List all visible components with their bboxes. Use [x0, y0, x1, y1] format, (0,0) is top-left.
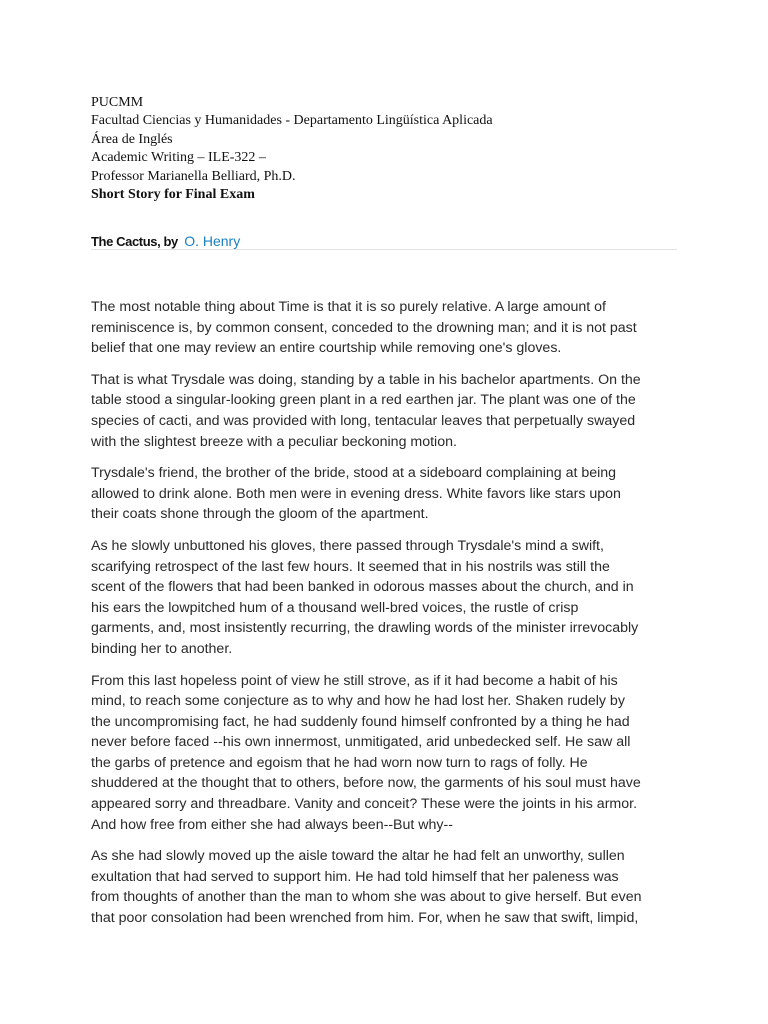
story-paragraph	[91, 463, 679, 525]
professor-name: Professor Marianella Belliard, Ph.D.	[91, 168, 296, 184]
institution-name: PUCMM	[91, 95, 144, 110]
story-paragraph	[91, 297, 679, 359]
story-paragraph	[91, 671, 679, 836]
document-subtitle: Short Story for Final Exam	[91, 187, 255, 203]
text-line: As she had slowly moved up the aisle toward the altar he had felt an unworthy, sullen	[91, 848, 625, 865]
text-line: scent of the flowers that had been banked in odorous masses about the church, and in	[91, 579, 634, 596]
subject-area: Área de Inglés	[91, 131, 173, 147]
story-title: The Cactus, by	[91, 234, 178, 249]
text-line: binding her to another.	[91, 640, 233, 657]
text-line: As he slowly unbuttoned his gloves, there passed through Trysdale's mind a swift,	[91, 537, 604, 554]
story-paragraph	[91, 536, 679, 660]
text-line: appeared sorry and threadbare. Vanity and conceit? These were the joints in his armor.	[91, 796, 638, 813]
title-divider	[91, 249, 677, 250]
text-line: From this last hopeless point of view he still strove, as if it had become a habit of his	[91, 672, 618, 689]
text-line: scarifying retrospect of the last few hours. It seemed that in his nostrils was still the	[91, 558, 610, 575]
text-line: species of cacti, and was provided with long, tentacular leaves that perpetually swayed	[91, 412, 636, 429]
text-line: with the slightest breeze with a peculiar beckoning motion.	[91, 433, 457, 450]
text-line: that poor consolation had been wrenched from him. For, when he saw that swift, limpid,	[91, 910, 639, 927]
faculty-department: Facultad Ciencias y Humanidades - Departamento Lingüística Aplicada	[91, 113, 493, 129]
text-line: reminiscence is, by common consent, conceded to the drowning man; and it is not past	[91, 319, 637, 336]
text-line: from thoughts of another than the man to whom she was about to give herself. But even	[91, 889, 642, 906]
text-line: their coats shone through the gloom of the apartment.	[91, 506, 429, 523]
story-title-line	[91, 232, 677, 250]
text-line: The most notable thing about Time is that it is so purely relative. A large amount of	[91, 299, 606, 315]
text-line: his ears the lowpitched hum of a thousand well-bred voices, the rustle of crisp	[91, 599, 579, 616]
text-line: mind, to reach some conjecture as to why and how he had lost her. Shaken rudely by	[91, 693, 625, 710]
text-line: the garbs of pretence and egoism that he had worn now turn to rags of folly. He	[91, 754, 588, 771]
story-paragraph	[91, 846, 679, 928]
story-body	[91, 297, 679, 940]
text-line: exultation that had served to support him. He had told himself that her paleness was	[91, 868, 619, 885]
text-line: And how free from either she had always been--But why--	[91, 816, 453, 833]
text-line: belief that one may review an entire courtship while removing one's gloves.	[91, 340, 562, 357]
author-link[interactable]: O. Henry	[184, 233, 241, 249]
text-line: the uncompromising fact, he had suddenly found himself confronted by a thing he had	[91, 713, 630, 730]
text-line: That is what Trysdale was doing, standing by a table in his bachelor apartments. On the	[91, 371, 641, 388]
course-name: Academic Writing – ILE-322 –	[91, 150, 266, 166]
text-line: table stood a singular-looking green plant in a red earthen jar. The plant was one of the	[91, 392, 636, 409]
text-line: shuddered at the thought that to others, before now, the garments of his soul must have	[91, 775, 641, 792]
text-line: Trysdale's friend, the brother of the bride, stood at a sideboard complaining at being	[91, 465, 617, 482]
course-header	[91, 94, 691, 204]
story-paragraph	[91, 370, 679, 452]
text-line: never before faced --his own innermost, unmitigated, arid unbedecked self. He saw all	[91, 734, 631, 751]
text-line: allowed to drink alone. Both men were in evening dress. White favors like stars upon	[91, 485, 621, 502]
text-line: garments, and, most insistently recurring, the drawling words of the minister irrevocably	[91, 620, 639, 637]
